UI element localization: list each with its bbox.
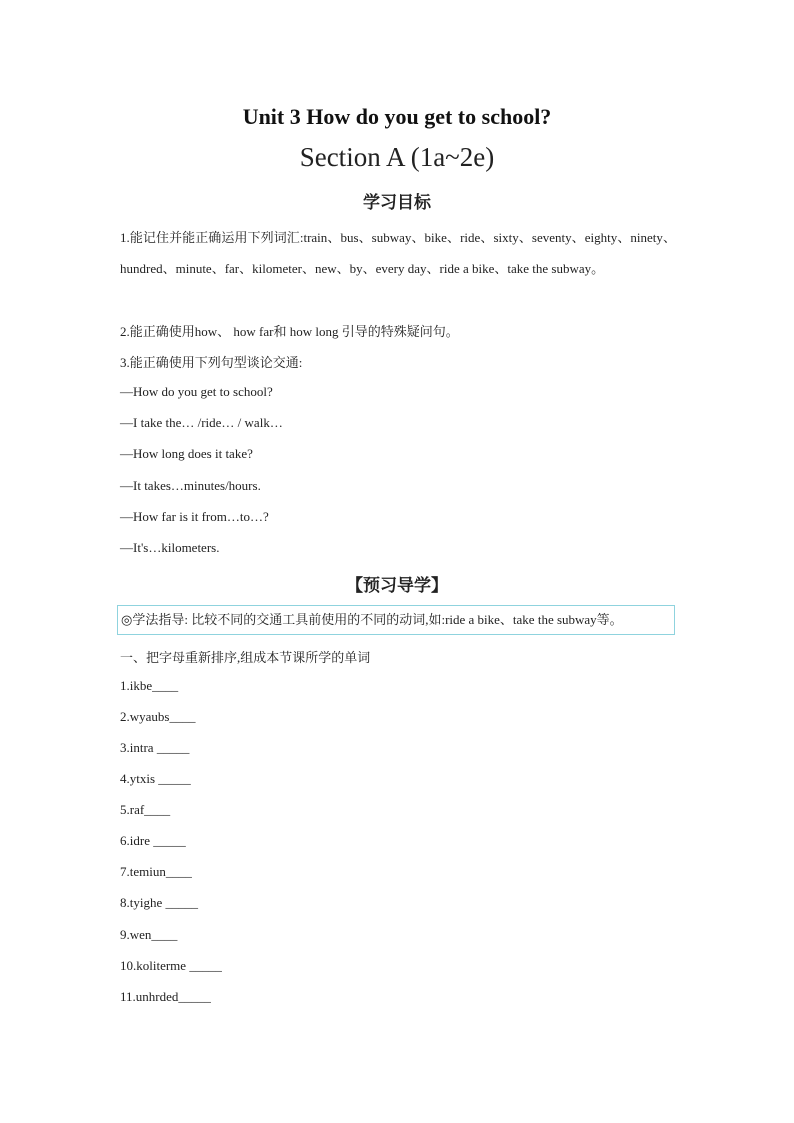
preview-heading: 【预习导学】 — [346, 576, 448, 596]
goal-2: 2.能正确使用how、 how far和 how long 引导的特殊疑问句。 — [120, 324, 459, 339]
exercise-item: 5.raf____ — [120, 802, 171, 817]
sentence-pattern: —It takes…minutes/hours. — [120, 478, 261, 493]
goal-3: 3.能正确使用下列句型谈论交通: — [120, 355, 303, 370]
exercise-item: 1.ikbe____ — [120, 678, 179, 693]
goals-heading: 学习目标 — [363, 193, 431, 213]
exercise-item: 8.tyighe _____ — [120, 895, 198, 910]
exercise-item: 2.wyaubs____ — [120, 709, 196, 724]
sentence-pattern: —How do you get to school? — [120, 384, 273, 399]
study-tip-text: ◎学法指导: 比较不同的交通工具前使用的不同的动词,如:ride a bike、take the subway等。 — [121, 612, 623, 627]
sentence-pattern: —How long does it take? — [120, 446, 253, 461]
exercise-item: 11.unhrded_____ — [120, 989, 211, 1004]
exercise-item: 9.wen____ — [120, 927, 178, 942]
section-title: Section A (1a~2e) — [299, 142, 495, 172]
exercise-item: 10.koliterme _____ — [120, 958, 222, 973]
sentence-pattern: —It's…kilometers. — [120, 540, 220, 555]
unit-title: Unit 3 How do you get to school? — [242, 104, 552, 129]
exercise-item: 6.idre _____ — [120, 833, 186, 848]
sentence-pattern: —I take the… /ride… / walk… — [120, 415, 283, 430]
exercise-item: 3.intra _____ — [120, 740, 190, 755]
study-tip-box — [117, 605, 675, 635]
exercise-title: 一、把字母重新排序,组成本节课所学的单词 — [120, 650, 371, 665]
exercise-item: 4.ytxis _____ — [120, 771, 191, 786]
goal-1: 1.能记住并能正确运用下列词汇:train、bus、subway、bike、ride、sixty、seventy、eighty、ninety、hundred、minute、far、kilometer、new、by、every day、ride a bike、take the subway。 — [120, 230, 676, 276]
sentence-pattern: —How far is it from…to…? — [120, 509, 269, 524]
exercise-item: 7.temiun____ — [120, 864, 192, 879]
